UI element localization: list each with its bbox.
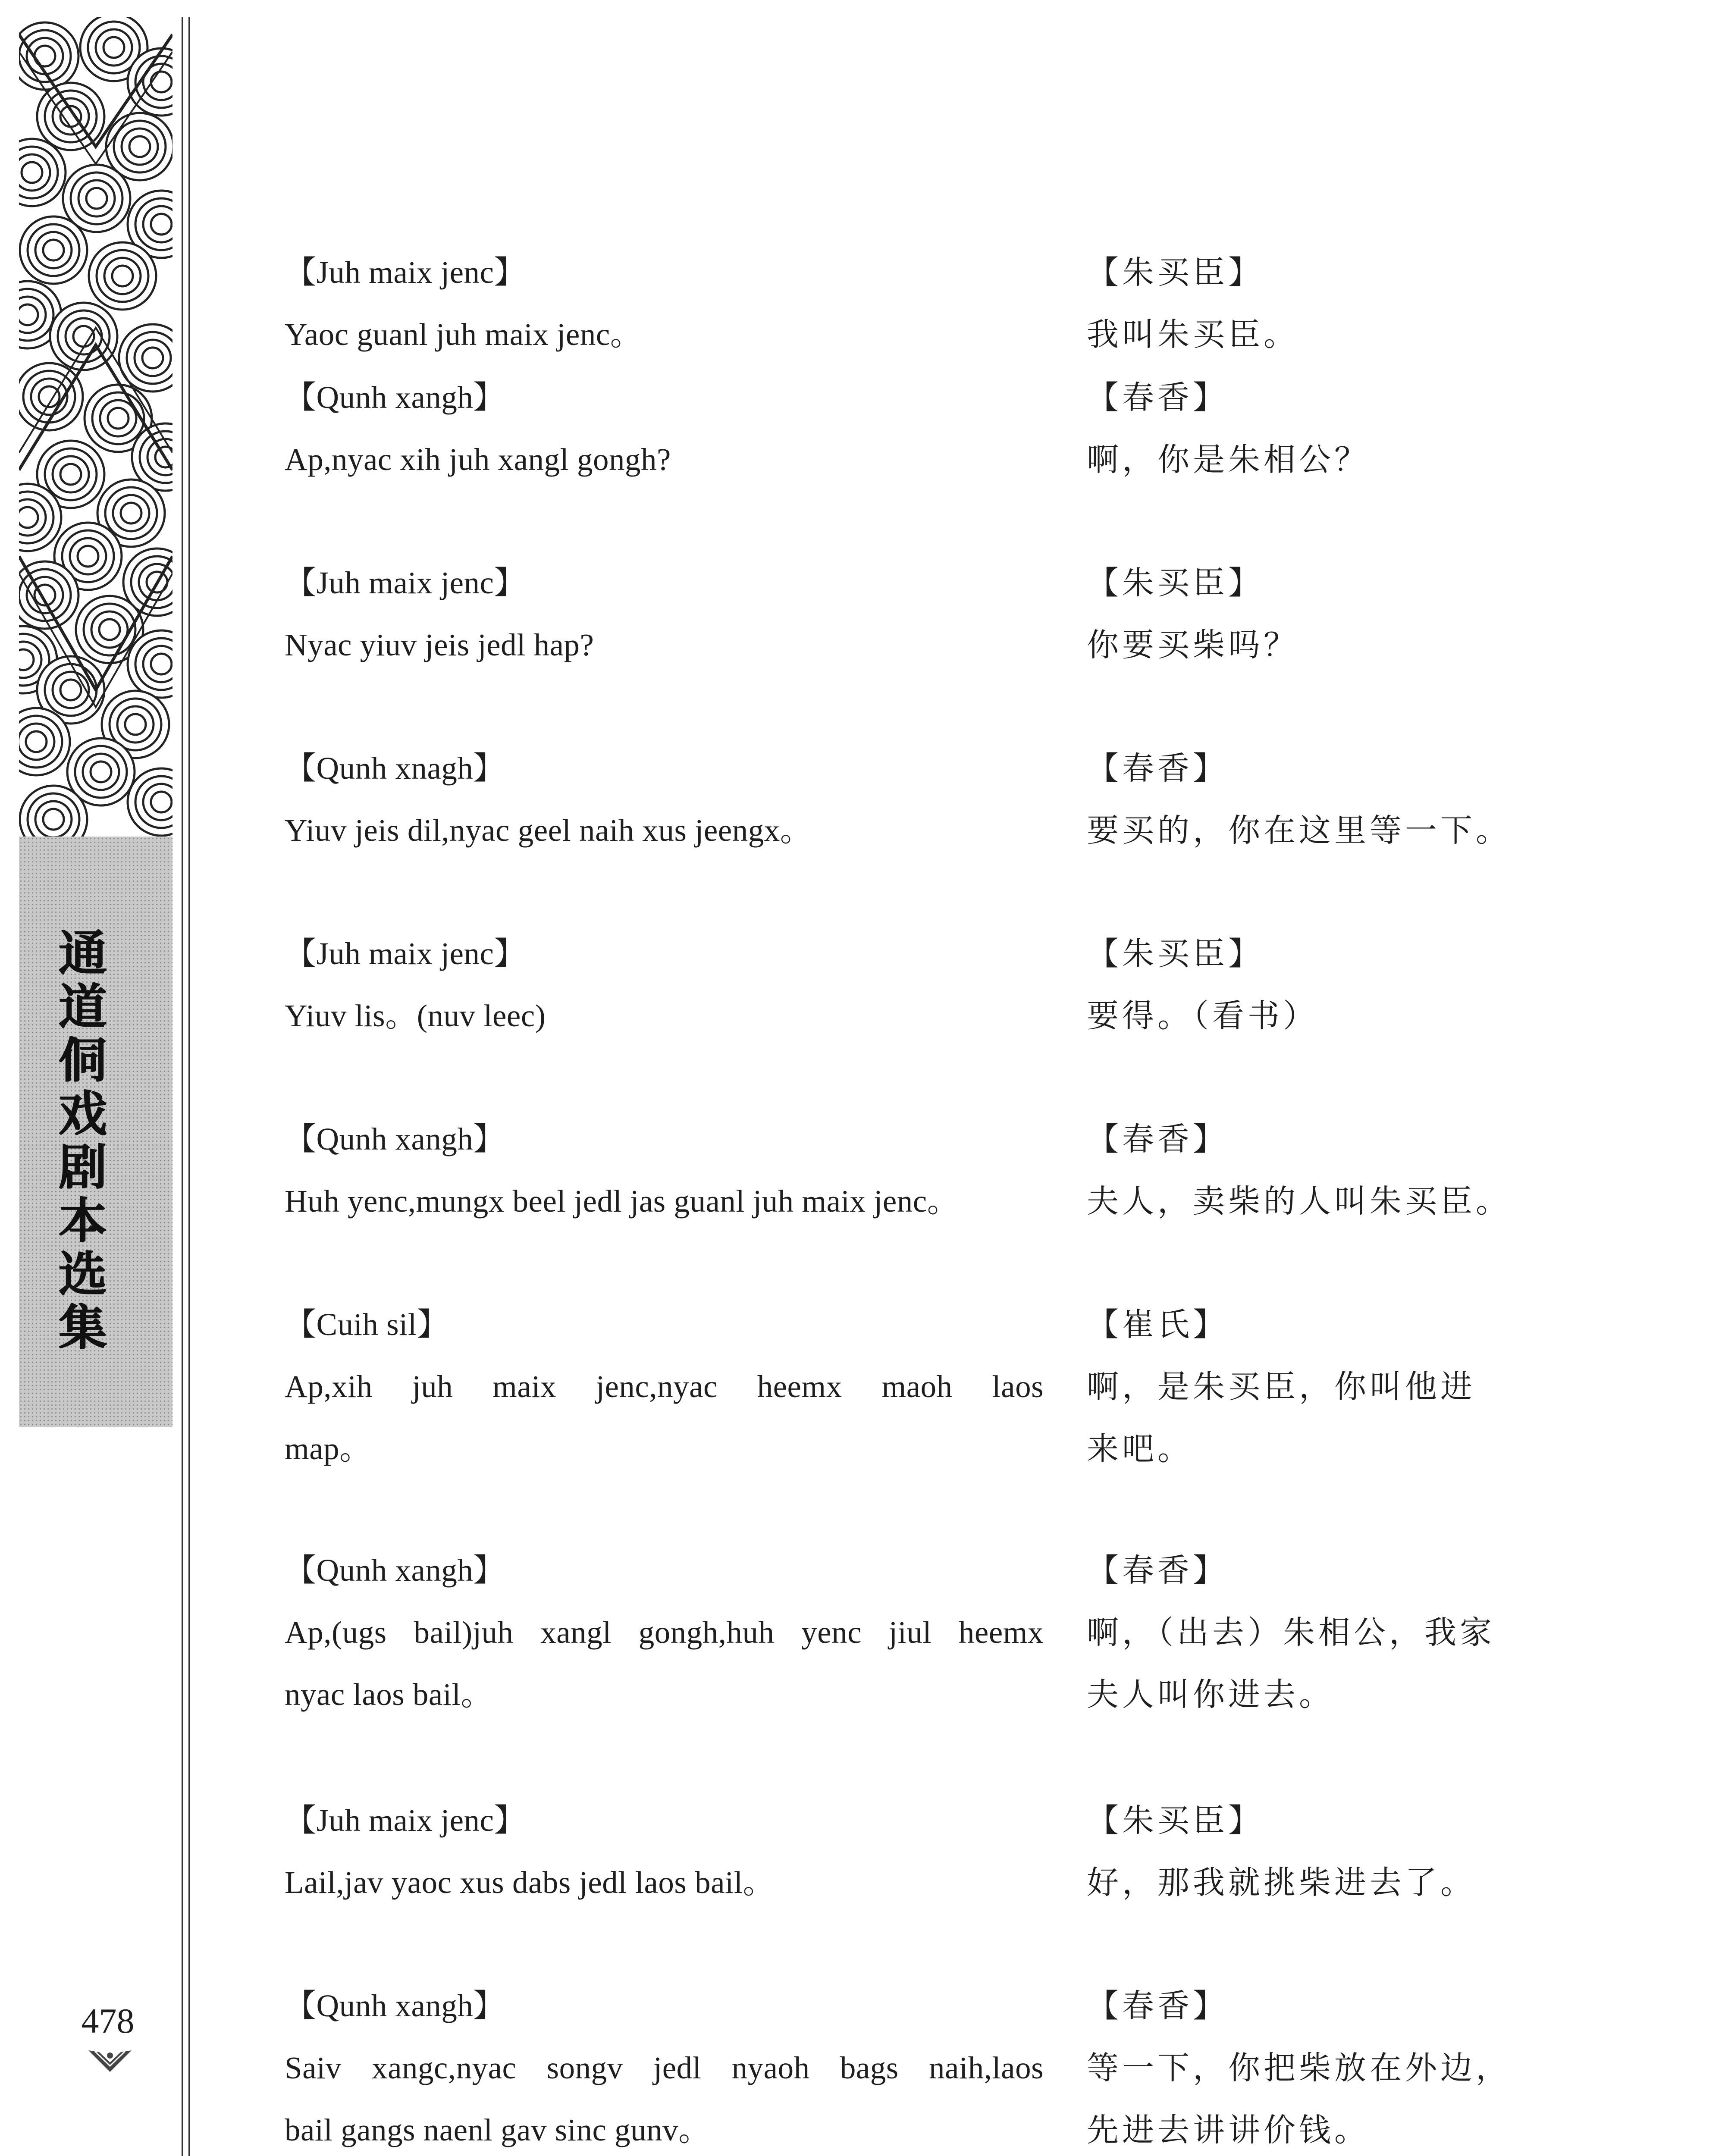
chinese-line: 要买的，你在这里等一下。 xyxy=(1087,812,1511,849)
chinese-text-block xyxy=(1087,552,1552,676)
chinese-text-block xyxy=(1087,1975,1552,2156)
dong-text-block xyxy=(285,367,1044,491)
dong-speaker-label: 【Juh maix jenc】 xyxy=(285,1803,526,1838)
book-title-char: 本 xyxy=(58,1193,107,1249)
chinese-line: 啊，你是朱相公？ xyxy=(1087,441,1370,478)
margin-rule xyxy=(182,17,183,2156)
dong-speaker-label: 【Juh maix jenc】 xyxy=(285,936,526,971)
cloud-pattern-decoration xyxy=(19,17,172,837)
chinese-speaker-label: 【春香】 xyxy=(1087,750,1228,787)
dong-text-block xyxy=(285,737,1044,862)
dong-speaker-label: 【Juh maix jenc】 xyxy=(285,255,526,290)
dong-line: Ap,xih juh maix jenc,nyac heemx maoh laos xyxy=(285,1369,1044,1404)
dong-line: Yaoc guanl juh maix jenc。 xyxy=(285,317,642,352)
chinese-line: 我叫朱买臣。 xyxy=(1087,316,1299,353)
chinese-speaker-label: 【朱买臣】 xyxy=(1087,564,1264,602)
dong-text-block xyxy=(285,1975,1044,2156)
dong-speaker-label: 【Cuih sil】 xyxy=(285,1307,449,1342)
dong-speaker-label: 【Qunh xnagh】 xyxy=(285,751,505,786)
chinese-line: 要得。（看书） xyxy=(1087,997,1318,1034)
dong-line: Yiuv jeis dil,nyac geel naih xus jeengx。 xyxy=(285,813,812,848)
margin-rule-thin xyxy=(188,17,190,2156)
dong-text-block xyxy=(285,1539,1044,1726)
chinese-line: 啊，是朱买臣，你叫他进 xyxy=(1087,1368,1476,1405)
chinese-line: 夫人叫你进去。 xyxy=(1087,1676,1334,1713)
dong-line: Lail,jav yaoc xus dabs jedl laos bail。 xyxy=(285,1865,775,1900)
chinese-line: 夫人，卖柴的人叫朱买臣。 xyxy=(1087,1183,1511,1220)
book-title-char: 集 xyxy=(58,1300,107,1356)
chinese-speaker-label: 【朱买臣】 xyxy=(1087,254,1264,291)
dong-line: bail gangs naenl gav sinc gunv。 xyxy=(285,2112,710,2147)
book-title-char: 剧 xyxy=(58,1139,107,1196)
chinese-text-block xyxy=(1087,923,1552,1047)
dong-speaker-label: 【Qunh xangh】 xyxy=(285,1122,505,1156)
book-title-char: 选 xyxy=(58,1246,107,1303)
book-title-char: 戏 xyxy=(58,1086,107,1142)
chinese-text-block xyxy=(1087,1539,1552,1726)
chinese-speaker-label: 【春香】 xyxy=(1087,1121,1228,1158)
dong-speaker-label: 【Qunh xangh】 xyxy=(285,380,505,415)
chinese-speaker-label: 【春香】 xyxy=(1087,379,1228,416)
chinese-line: 等一下，你把柴放在外边， xyxy=(1087,2049,1511,2087)
chinese-text-block xyxy=(1087,1789,1552,1914)
chinese-speaker-label: 【朱买臣】 xyxy=(1087,935,1264,972)
dong-text-block xyxy=(285,1108,1044,1232)
dong-text-block xyxy=(285,923,1044,1047)
dong-speaker-label: 【Juh maix jenc】 xyxy=(285,565,526,600)
dong-line: Nyac yiuv jeis jedl hap? xyxy=(285,627,594,662)
dong-line: nyac laos bail。 xyxy=(285,1677,492,1712)
dong-text-block xyxy=(285,1294,1044,1480)
book-title-char: 道 xyxy=(58,979,107,1035)
dong-line: Yiuv lis。(nuv leec) xyxy=(285,998,546,1033)
dong-text-block xyxy=(285,241,1044,366)
chinese-speaker-label: 【崔氏】 xyxy=(1087,1306,1228,1343)
chinese-line: 好，那我就挑柴进去了。 xyxy=(1087,1864,1476,1901)
book-title-char: 通 xyxy=(58,925,107,982)
dong-line: Ap,(ugs bail)juh xangl gongh,huh yenc jiul heemx xyxy=(285,1615,1044,1650)
dong-text-block xyxy=(285,552,1044,676)
dong-text-block xyxy=(285,1789,1044,1914)
chinese-line: 你要买柴吗？ xyxy=(1087,627,1299,664)
chinese-speaker-label: 【春香】 xyxy=(1087,1552,1228,1589)
chinese-speaker-label: 【春香】 xyxy=(1087,1987,1228,2024)
dong-line: Huh yenc,mungx beel jedl jas guanl juh maix jenc。 xyxy=(285,1184,959,1219)
dong-line: Saiv xangc,nyac songv jedl nyaoh bags naih,laos xyxy=(285,2050,1044,2085)
chinese-line: 啊，（出去）朱相公，我家 xyxy=(1087,1614,1495,1651)
chinese-text-block xyxy=(1087,241,1552,366)
book-title-vertical xyxy=(50,927,115,1355)
dong-speaker-label: 【Qunh xangh】 xyxy=(285,1553,505,1588)
chinese-text-block xyxy=(1087,367,1552,491)
chinese-text-block xyxy=(1087,1294,1552,1480)
chinese-line: 先进去讲讲价钱。 xyxy=(1087,2112,1370,2149)
page-number: 478 xyxy=(81,2001,135,2040)
chinese-text-block xyxy=(1087,1108,1552,1232)
page-number-ornament xyxy=(86,2046,134,2076)
chinese-line: 来吧。 xyxy=(1087,1430,1193,1467)
dong-speaker-label: 【Qunh xangh】 xyxy=(285,1988,505,2023)
chinese-speaker-label: 【朱买臣】 xyxy=(1087,1802,1264,1839)
dong-line: map。 xyxy=(285,1431,371,1466)
chinese-text-block xyxy=(1087,737,1552,862)
book-title-char: 侗 xyxy=(58,1032,107,1089)
dong-line: Ap,nyac xih juh xangl gongh? xyxy=(285,442,671,477)
